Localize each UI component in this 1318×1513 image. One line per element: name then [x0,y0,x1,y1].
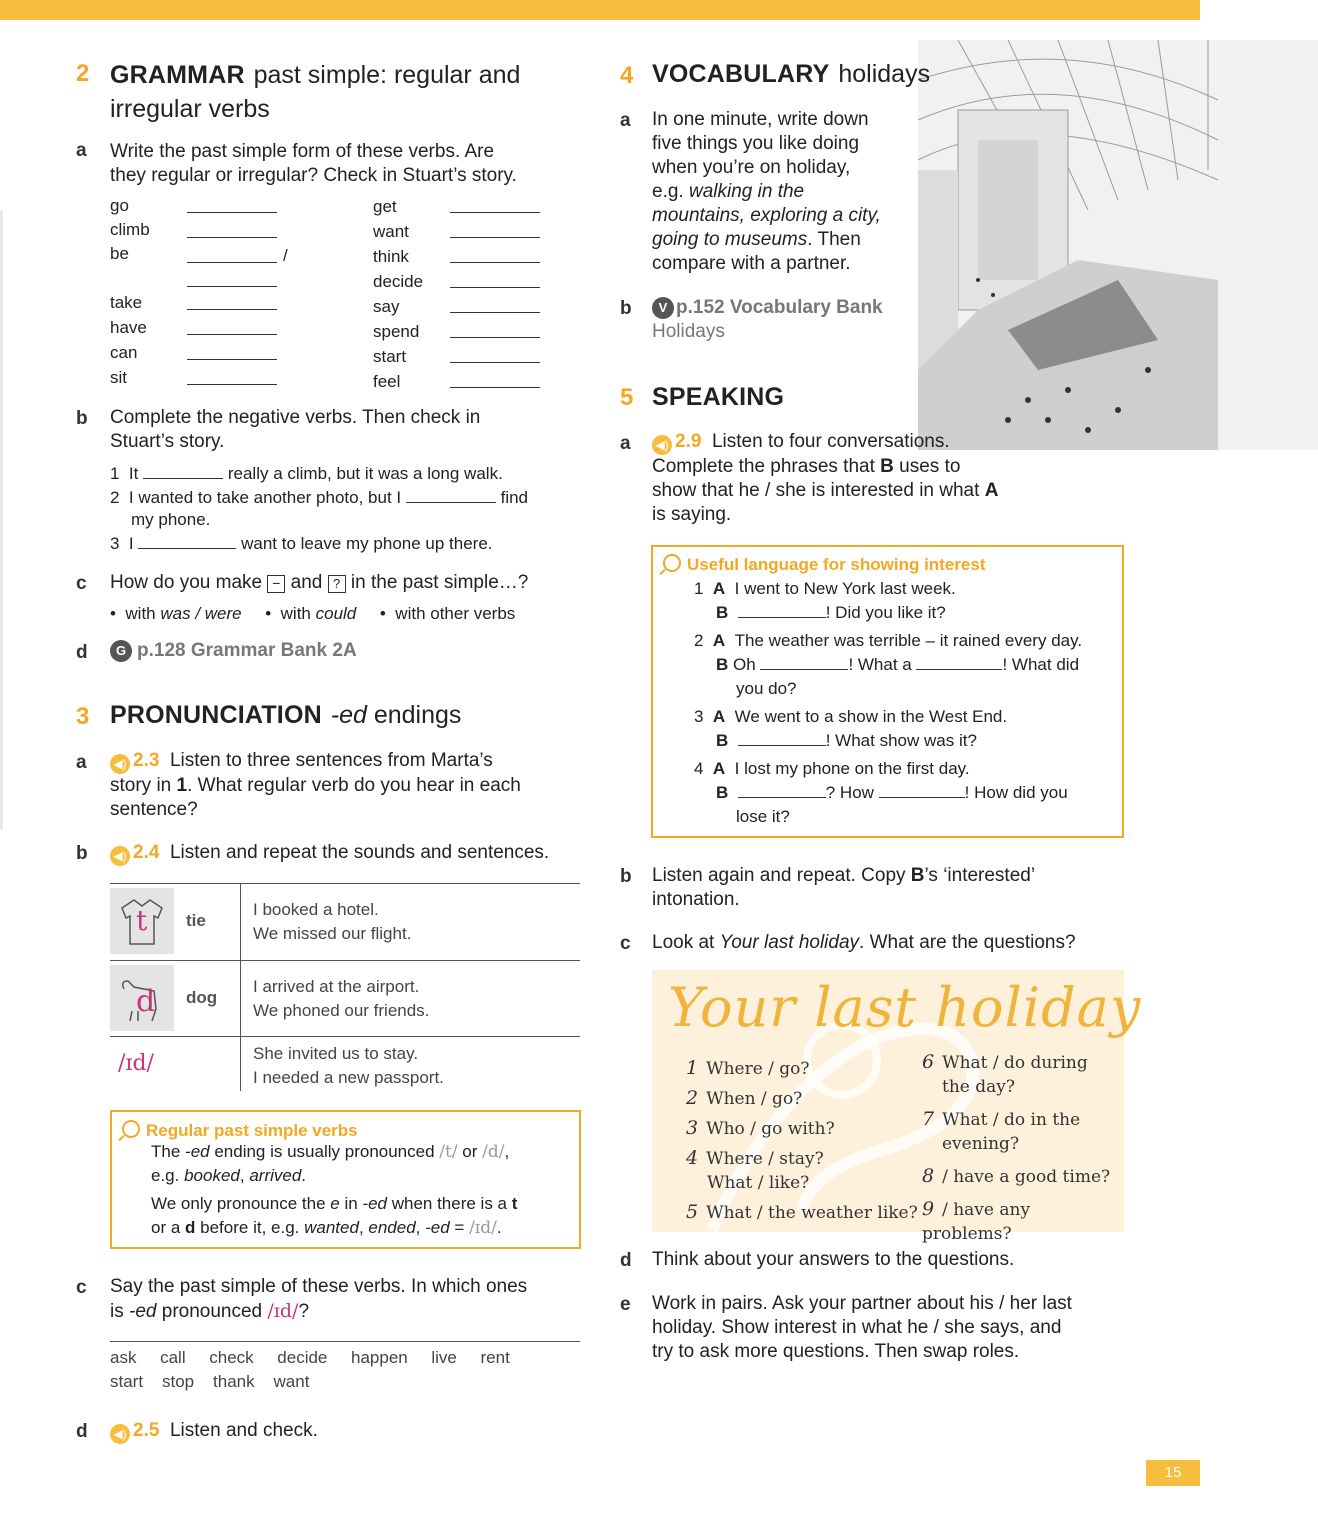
section-2-title [110,60,580,128]
audio-track: 2.3 [133,750,160,771]
slash-separator: / [283,246,288,265]
verb: go [110,196,129,215]
item-letter: d [76,642,88,663]
vocabulary-bank-icon: V [652,297,674,319]
grammar-bank-link[interactable] [110,639,357,663]
verb: say [373,297,400,316]
answer-blank[interactable] [187,286,277,287]
conversation-4: 4 A I lost my phone on the first day. B ? How ! How did you lose it? [694,759,1068,826]
answer-blank[interactable] [879,781,965,798]
question-box-icon: ? [328,575,346,593]
section-2-heading [76,60,89,88]
bullet-list [110,602,515,626]
grammar-bank-icon: G [110,640,132,662]
answer-blank[interactable] [450,262,540,263]
item-letter: e [620,1294,631,1315]
verb: want [373,222,409,241]
item-letter: b [76,843,88,864]
exercise-2c-question: How do you make − and ? in the past simple…? [110,572,529,593]
verb-list-left-2 [110,291,147,391]
section-title: VOCABULARY [652,60,830,88]
audio-track: 2.9 [675,431,702,452]
sound-sentences: I booked a hotel. We missed our flight. [253,900,412,943]
audio-icon[interactable]: ◀) [110,754,130,774]
dog-sound-picture [110,965,174,1031]
audio-icon[interactable]: ◀) [110,1424,130,1444]
exercise-3a-instruction: ◀) 2.3 Listen to three sentences from Marta’s story in 1. What regular verb do you hear in each sentence? [110,750,521,820]
answer-blank[interactable] [450,387,540,388]
verb: think [373,247,409,266]
section-number: 5 [620,384,634,411]
verb: spend [373,322,420,341]
section-subtitle: past simple: regular and [253,61,521,89]
page-number: 15 [1146,1460,1200,1486]
verb: be [110,244,129,263]
item-letter: a [76,752,87,773]
box-rule-text: The -ed ending is usually pronounced /t/ or /d/, e.g. booked, arrived. We only pronounce the e in -ed when there is a t or a d before it, e.g. wanted, ended, -ed = /ɪd/. [151,1142,518,1238]
grammar-bank-text: p.128 Grammar Bank 2A [137,640,357,661]
section-title: PRONUNCIATION [110,701,322,729]
section-number: 3 [76,703,90,730]
bullet-3: • with other verbs [379,604,516,623]
exercise-5d-instruction: Think about your answers to the questions. [652,1249,1015,1270]
museum-illustration [918,40,1318,450]
answer-blank[interactable] [138,532,236,549]
section-number: 2 [76,60,90,87]
answer-blank[interactable] [450,212,540,213]
section-title: SPEAKING [652,383,785,411]
section-subtitle-2: irregular verbs [110,95,270,123]
verb-list-right [373,194,423,394]
answer-blank[interactable] [738,601,826,618]
exercise-3c-instruction: Say the past simple of these verbs. In which ones is -ed pronounced /ɪd/? [110,1276,528,1322]
answer-blank[interactable] [187,309,277,310]
verb: get [373,197,397,216]
answer-blank[interactable] [760,653,848,670]
left-rule [0,210,3,830]
exercise-2b-instruction: Complete the negative verbs. Then check in Stuart’s story. [110,407,481,452]
section-number: 4 [620,62,634,89]
answer-blank[interactable] [187,262,277,263]
answer-blank[interactable] [450,362,540,363]
answer-blank[interactable] [187,212,277,213]
answer-blank[interactable] [187,359,277,360]
answer-blank[interactable] [143,462,223,479]
item-letter: c [76,1277,87,1298]
verb-list-left [110,194,150,266]
answer-blank[interactable] [187,334,277,335]
negative-box-icon: − [267,575,285,593]
answer-blank[interactable] [406,486,496,503]
sentence-2: 2 I wanted to take another photo, but I find [110,488,529,507]
exercise-5e-instruction: Work in pairs. Ask your partner about his / her last holiday. Show interest in what he / she says, and try to ask more questions. Then swap roles. [652,1293,1072,1362]
verb: sit [110,368,127,387]
verb: can [110,343,138,362]
item-letter: b [76,408,88,429]
questions-right: 6 What / do during the day? 7 What / do in the evening? 8 / have a good time? 9 / have any problems? [922,1051,1111,1244]
exercise-3b-instruction: ◀) 2.4 Listen and repeat the sounds and sentences. [110,841,590,866]
item-letter: a [620,433,631,454]
item-letter: d [76,1421,88,1442]
exercise-2a-instruction: Write the past simple form of these verbs. Are they regular or irregular? Check in Stuart’s story. [110,141,517,186]
section-subtitle: holidays [838,60,931,88]
id-sound-symbol: /ɪd/ [118,1051,154,1076]
sound-label: tie [186,911,206,930]
exercise-5c-instruction: Look at Your last holiday. What are the questions? [652,932,1076,953]
item-letter: a [76,140,87,161]
exercise-4a-instruction: In one minute, write down five things you like doing when you’re on holiday, e.g. walking in the mountains, exploring a city, going to museums. Then compare with a partner. [652,109,881,274]
verb: have [110,318,147,337]
vocabulary-bank-text: p.152 Vocabulary Bank [676,297,883,318]
table-rule [110,883,580,884]
box-title: Regular past simple verbs [122,1120,358,1141]
item-letter: b [620,866,632,887]
holiday-title: Your last holiday [668,976,1142,1039]
sound-label: dog [186,988,218,1007]
answer-blank[interactable] [450,312,540,313]
item-letter: c [76,573,87,594]
magnifier-icon [663,554,681,572]
answer-blank[interactable] [187,384,277,385]
answer-blank[interactable] [450,337,540,338]
item-letter: b [620,298,632,319]
answer-blank[interactable] [450,237,540,238]
answer-blank[interactable] [916,653,1002,670]
answer-blank[interactable] [187,237,277,238]
audio-icon[interactable]: ◀) [110,846,130,866]
verb-row: start stop thank want [110,1372,310,1391]
audio-track: 2.4 [133,842,160,863]
sentence-3: 3 I want to leave my phone up there. [110,534,493,553]
vocabulary-bank-link[interactable] [652,296,883,344]
exercise-5b-instruction: Listen again and repeat. Copy B’s ‘interested’ intonation. [652,865,1036,910]
answer-blank[interactable] [738,781,826,798]
exercise-5a-instruction: ◀) 2.9 Listen to four conversations. Complete the phrases that B uses to show that he / she is interested in what A is saying. [652,431,999,525]
sentence-2-cont: my phone. [131,510,211,529]
item-letter: c [620,933,631,954]
table-rule [110,960,580,961]
table-rule [110,1036,580,1037]
museum-photo [918,40,1318,450]
negative-sentences [110,462,590,556]
item-letter: a [620,110,631,131]
magnifier-icon [122,1120,140,1138]
shirt-icon [110,888,174,954]
verb: take [110,293,143,312]
verb: start [373,347,407,366]
sound-sentences: She invited us to stay. I needed a new passport. [253,1044,444,1087]
verb: decide [373,272,424,291]
your-last-holiday-panel [652,970,1142,1244]
item-letter: d [620,1250,632,1271]
top-bar [0,0,1200,20]
conversation-2: 2 A The weather was terrible – it rained every day. B Oh ! What a ! What did you do? [694,631,1083,698]
verb-row: ask call check decide happen live rent [110,1348,510,1367]
dog-icon [110,965,174,1031]
conversation-1: 1 A I went to New York last week. B ! Did you like it? [694,579,956,622]
svg-text:t: t [136,904,148,937]
answer-blank[interactable] [450,287,540,288]
sound-sentences: I arrived at the airport. We phoned our friends. [253,977,430,1020]
audio-track: 2.5 [133,1420,160,1441]
audio-icon[interactable]: ◀) [652,435,672,455]
verb: climb [110,220,150,239]
table-divider [240,883,241,1091]
box-title: Useful language for showing interest [663,554,985,575]
sentence-1: 1 It really a climb, but it was a long walk. [110,464,503,483]
section-4-title [652,60,930,89]
answer-blank[interactable] [738,729,826,746]
conversation-3: 3 A We went to a show in the West End. B ! What show was it? [694,707,1008,750]
exercise-3d-instruction: ◀) 2.5 Listen and check. [110,1419,318,1444]
vocabulary-bank-topic: Holidays [652,321,725,342]
tie-sound-picture [110,888,174,954]
section-3-title: PRONUNCIATION -ed endings [110,701,462,729]
regular-past-simple-box [110,1110,581,1249]
table-rule [110,1341,580,1342]
section-title: GRAMMAR [110,61,245,89]
svg-text:d: d [136,984,156,1019]
questions-left: 1 Where / go? 2 When / go? 3 Who / go with? 4 Where / stay? What / like? 5 What / the weather like? [686,1057,918,1223]
verb: feel [373,372,401,391]
bullet-1: • with was / were [110,604,242,623]
bullet-2: • with could [265,604,357,623]
